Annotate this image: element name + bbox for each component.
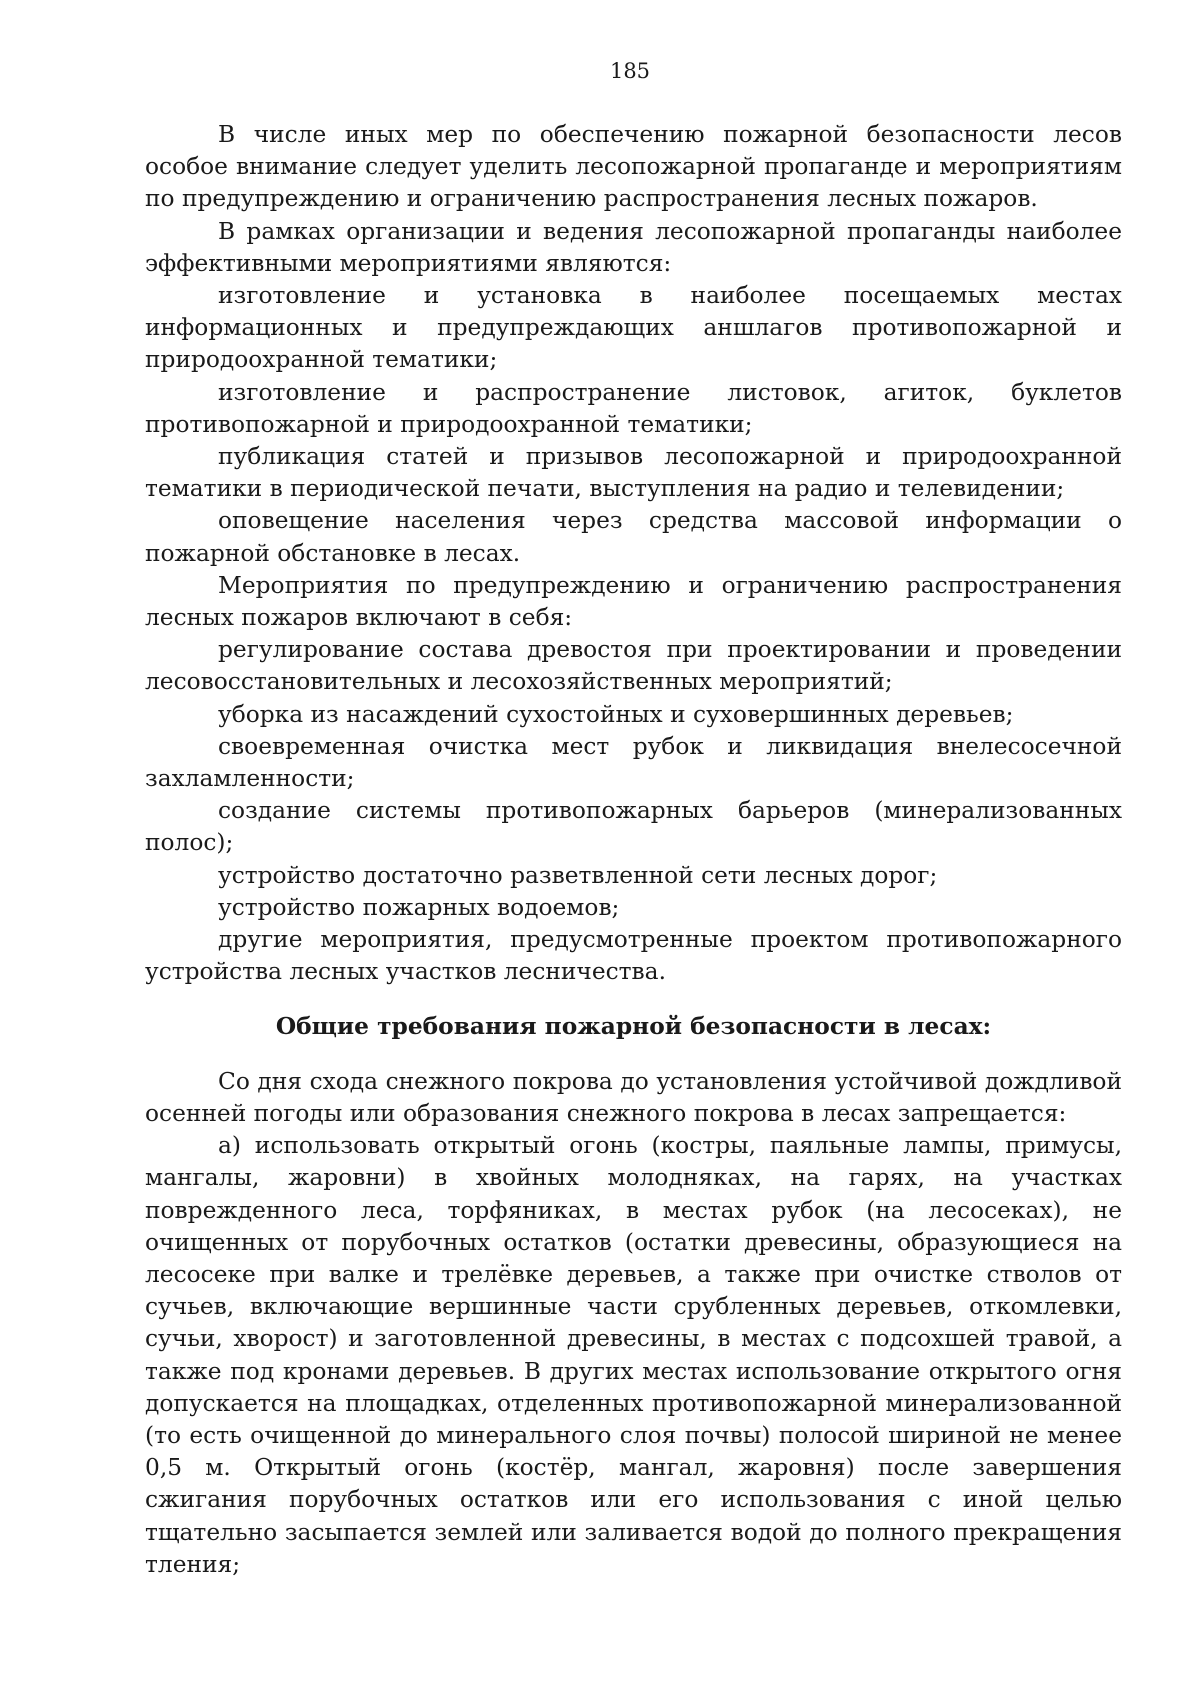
paragraph: В числе иных мер по обеспечению пожарной безопасности лесов особое внимание следует уделить лесопожарной пропаганде и мероприятиям по предупреждению и ограничению распространения лесных пожаров.	[145, 121, 1122, 213]
page-content	[145, 119, 1122, 1581]
list-item: уборка из насаждений сухостойных и суховершинных деревьев;	[218, 700, 1014, 728]
section-heading: Общие требования пожарной безопасности в лесах:	[275, 1013, 992, 1041]
list-item: оповещение населения через средства массовой информации о пожарной обстановке в лесах.	[145, 507, 1122, 567]
list-item: своевременная очистка мест рубок и ликвидация внелесосечной захламленности;	[145, 732, 1122, 793]
paragraph: Мероприятия по предупреждению и ограничению распространения лесных пожаров включают в себя:	[145, 571, 1122, 632]
paragraph: Со дня схода снежного покрова до установления устойчивой дождливой осенней погоды или образования снежного покрова в лесах запрещается:	[145, 1067, 1122, 1127]
list-item: устройство пожарных водоемов;	[218, 893, 620, 921]
list-item: изготовление и распространение листовок, агиток, буклетов противопожарной и природоохранной тематики;	[145, 378, 1122, 438]
list-item: создание системы противопожарных барьеров (минерализованных полос);	[145, 797, 1122, 857]
paragraph: а) использовать открытый огонь (костры, паяльные лампы, примусы, мангалы, жаровни) в хвойных молодняках, на гарях, на участках поврежденного леса, торфяниках, в местах рубок (на лесосеках), не очищенных от порубочных остатков (остатки древесины, образующиеся на лесосеке при валке и трелёвке деревьев, а также при очистке стволов от сучьев, включающие вершинные части срубленных деревьев, откомлевки, сучьи, хворост) и заготовленной древесины, в местах с подсохшей травой, а также под кронами деревьев. В других местах использование открытого огня допускается на площадках, отделенных противопожарной минерализованной (то есть очищенной до минерального слоя почвы) полосой шириной не менее 0,5 м. Открытый огонь (костёр, мангал, жаровня) после завершения сжигания порубочных остатков или его использования с иной целью тщательно засыпается землей или заливается водой до полного прекращения тления;	[145, 1132, 1122, 1578]
list-item: другие мероприятия, предусмотренные проектом противопожарного устройства лесных участков лесничества.	[145, 926, 1122, 986]
list-item: публикация статей и призывов лесопожарной и природоохранной тематики в периодической печати, выступления на радио и телевидении;	[145, 443, 1122, 503]
paragraph: В рамках организации и ведения лесопожарной пропаганды наиболее эффективными мероприятиями являются:	[145, 217, 1122, 277]
list-item: регулирование состава древостоя при проектировании и проведении лесовосстановительных и лесохозяйственных мероприятий;	[145, 636, 1122, 696]
list-item: устройство достаточно разветвленной сети лесных дорог;	[218, 861, 938, 889]
list-item: изготовление и установка в наиболее посещаемых местах информационных и предупреждающих аншлагов противопожарной и природоохранной тематики;	[145, 282, 1122, 374]
page-number: 185	[609, 59, 651, 83]
